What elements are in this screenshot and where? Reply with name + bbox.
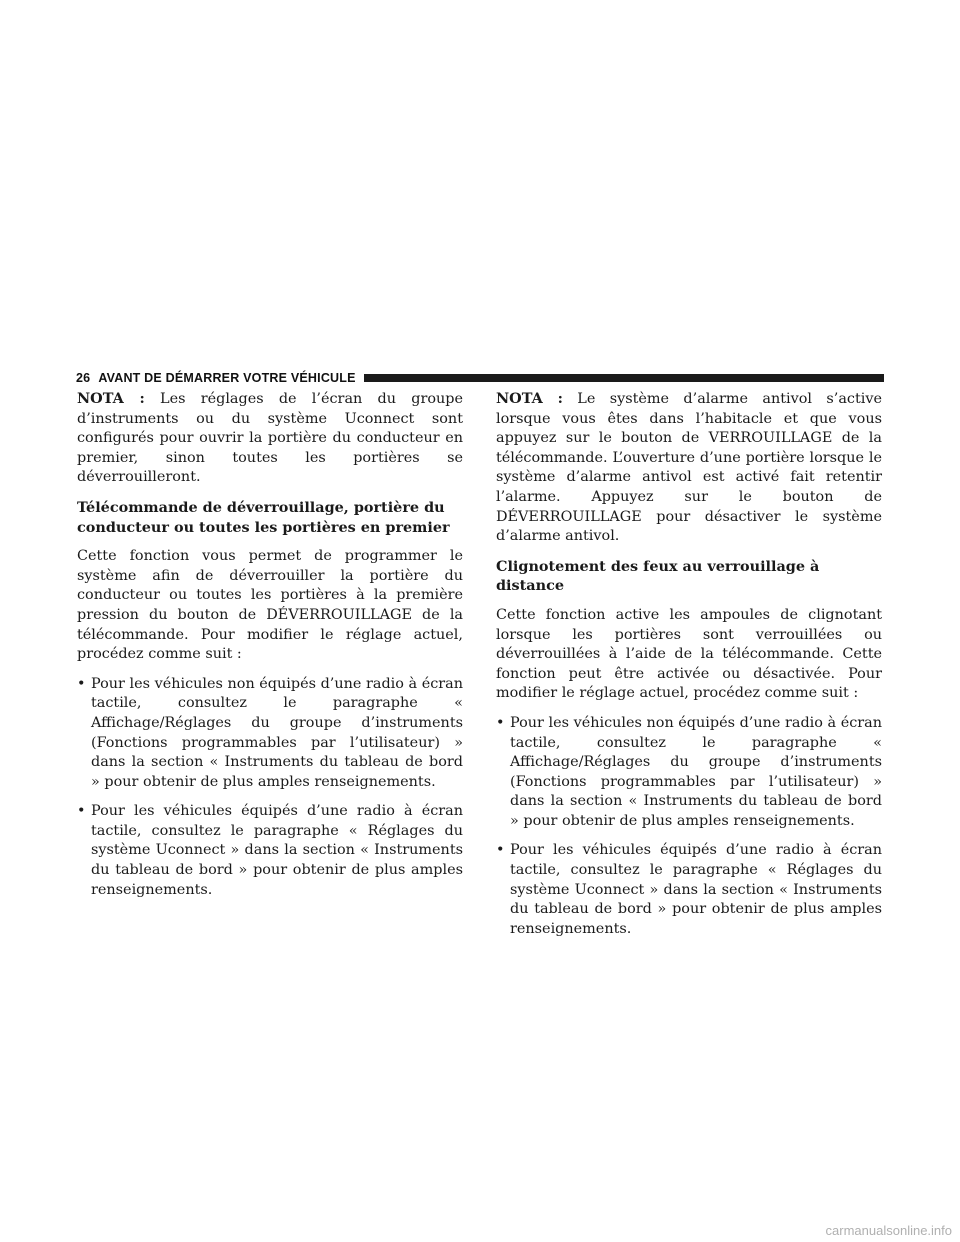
- note-label: NOTA :: [496, 390, 563, 407]
- section-heading: Télécommande de déverrouillage, portière du conducteur ou toutes les portières en premier: [77, 498, 450, 536]
- section-title: AVANT DE DÉMARRER VOTRE VÉHICULE: [98, 371, 356, 385]
- list-item-text: Pour les véhicules équipés d’une radio à écran tactile, consultez le paragraphe « Réglages du système Uconnect » dans la section « Instruments du tableau de bord » pour obtenir de plus amples renseignements.: [91, 803, 463, 898]
- body-paragraph: Cette fonction active les ampoules de clignotant lorsque les portières sont verrouillées ou déverrouillées à l’aide de la télécommande. Cette fonction peut être activée ou désactivée. Pour modifier le réglage actuel, procédez comme suit :: [496, 606, 882, 702]
- body-paragraph: Cette fonction vous permet de programmer le système afin de déverrouiller la portière du conducteur ou toutes les portières à la première pression du bouton de DÉVERROUILLAGE de la télécommande. Pour modifier le réglage actuel, procédez comme suit :: [77, 548, 463, 663]
- header-rule: [364, 374, 884, 382]
- bullet-icon: •: [77, 675, 86, 692]
- note-label: NOTA :: [77, 390, 145, 407]
- bullet-icon: •: [496, 842, 505, 859]
- list-item: [77, 802, 463, 900]
- list-item: [496, 841, 882, 939]
- note-text: Les réglages de l’écran du groupe d’instruments ou du système Uconnect sont configurés pour ouvrir la portière du conducteur en premier, sinon toutes les portières se déverrouilleront.: [77, 391, 463, 486]
- left-column: [77, 389, 463, 910]
- list-item: [496, 714, 882, 832]
- section-heading: Clignotement des feux au verrouillage à distance: [496, 557, 820, 595]
- watermark: carmanualsonline.info: [825, 1223, 952, 1238]
- right-column: [496, 389, 882, 949]
- bullet-list: [77, 675, 463, 901]
- note-paragraph: [77, 389, 463, 488]
- list-item-text: Pour les véhicules non équipés d’une radio à écran tactile, consultez le paragraphe « Affichage/Réglages du groupe d’instruments (Fonctions programmables par l’utilisateur) » dans la section « Instruments du tableau de bord » pour obtenir de plus amples renseignements.: [91, 675, 463, 790]
- page-number: 26: [76, 371, 91, 385]
- bullet-list: [496, 714, 882, 940]
- note-paragraph: [496, 389, 882, 547]
- note-text: Le système d’alarme antivol s’active lorsque vous êtes dans l’habitacle et que vous appuyez sur le bouton de VERROUILLAGE de la télécommande. L’ouverture d’une portière lorsque le système d’alarme antivol est activé fait retentir l’alarme. Appuyez sur le bouton de DÉVERROUILLAGE pour désactiver le système d’alarme antivol.: [496, 391, 882, 545]
- page-header: [76, 370, 884, 386]
- list-item-text: Pour les véhicules non équipés d’une radio à écran tactile, consultez le paragraphe « Affichage/Réglages du groupe d’instruments (Fonctions programmables par l’utilisateur) » dans la section « Instruments du tableau de bord » pour obtenir de plus amples renseignements.: [510, 714, 882, 829]
- list-item: [77, 675, 463, 793]
- list-item-text: Pour les véhicules équipés d’une radio à écran tactile, consultez le paragraphe « Réglages du système Uconnect » dans la section « Instruments du tableau de bord » pour obtenir de plus amples renseignements.: [510, 842, 882, 937]
- bullet-icon: •: [496, 714, 505, 731]
- bullet-icon: •: [77, 803, 86, 820]
